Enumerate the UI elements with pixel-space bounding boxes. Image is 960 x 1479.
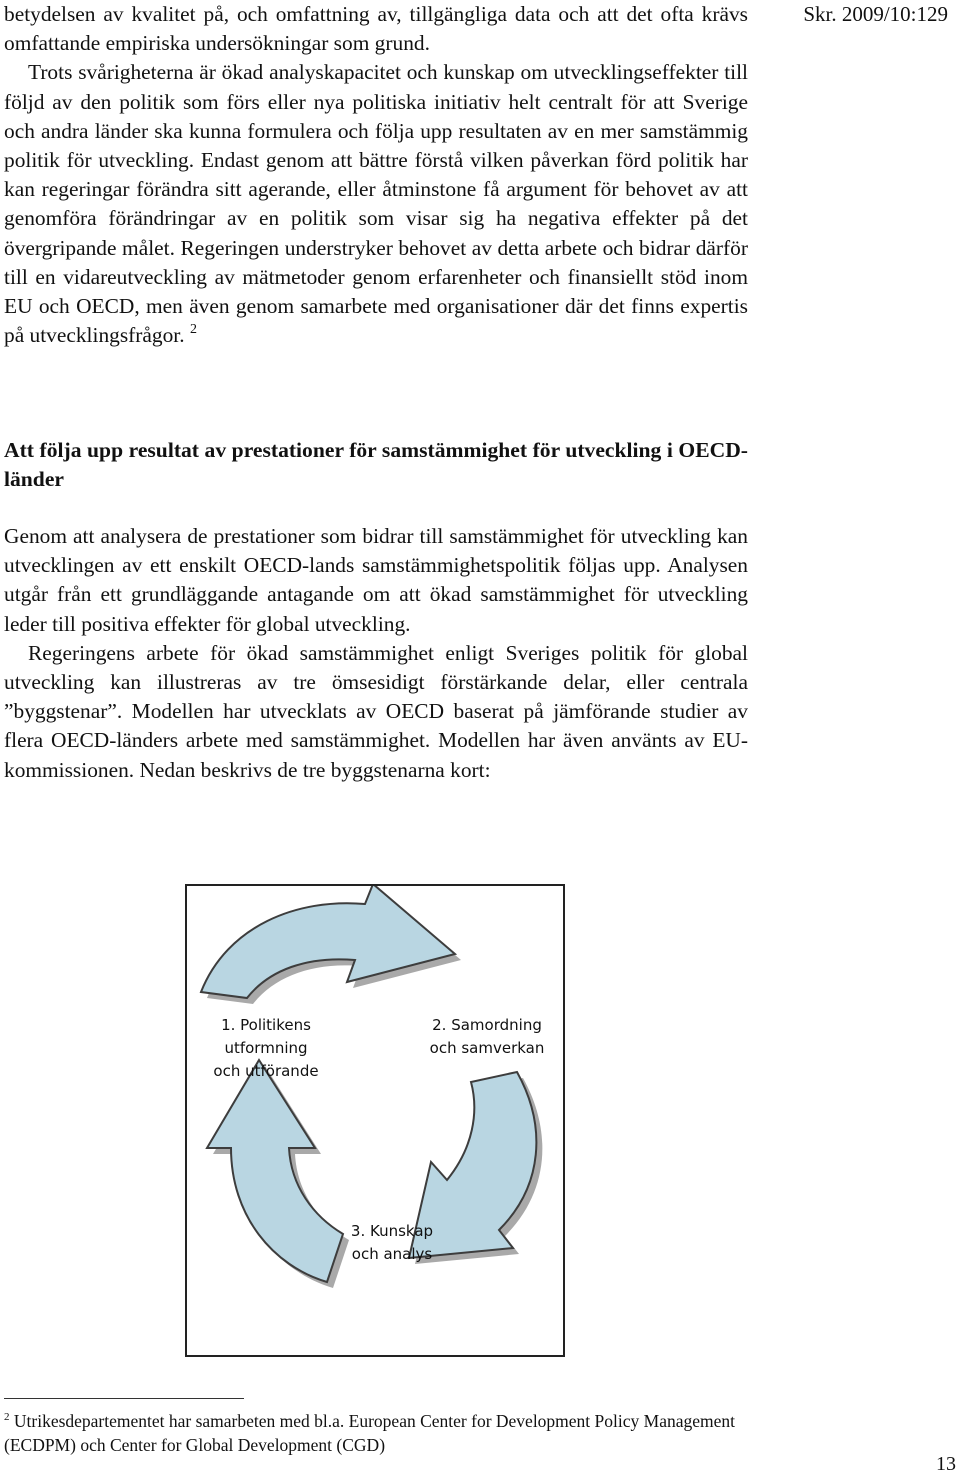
building-block-1-line-2: utformning [224,1039,308,1057]
building-block-1-line-1: 1. Politikens [221,1016,311,1034]
building-block-3-label [327,1220,457,1266]
building-block-2-line-1: 2. Samordning [432,1016,542,1034]
building-block-3-line-2: och analys [351,1245,433,1263]
footnote-reference[interactable]: 2 [189,322,197,338]
document-reference: Skr. 2009/10:129 [803,2,948,26]
building-block-1-label [201,1014,331,1083]
building-blocks-figure [185,884,565,1357]
building-block-1-line-3: och utförande [213,1062,319,1080]
section-body [4,522,748,785]
intro-paragraph-text: Trots svårigheterna är ökad analyskapacitet och kunskap om utvecklingseffekter till följd av den politik som förs eller nya politiska initiativ helt centralt för att Sverige och andra länder ska kunna formulera och följa upp resultaten av en mer samstämmig politik för utveckling. Endast genom att bättre förstå vilken påverkan förd politik har kan regeringar förändra sitt agerande, eller åtminstone få argument för behovet av att genomföra förändringar av en politik som visar sig ha negativa effekter på det övergripande målet. Regeringen understryker behovet av detta arbete och bidrar därför till en vidareutveckling av mätmetoder genom erfarenheter och finansiellt stöd inom EU och OECD, men även genom samarbete med organisationer där det finns expertis på utvecklingsfrågor. [4,60,748,348]
building-block-2-label [419,1014,555,1060]
footnote [4,1405,764,1457]
section-paragraph-1: Genom att analysera de prestationer som bidrar till samstämmighet för utveckling kan utvecklingen av ett enskilt OECD-lands samstämmighetspolitik följas upp. Analysen utgår från ett grundläggande antagande om att ökad samstämmighet för utveckling leder till positiva effekter för global utveckling. [4,524,748,636]
intro-paragraph [4,58,748,350]
building-block-3-line-1: 3. Kunskap [350,1222,434,1240]
intro-text [4,0,748,350]
cycle-diagram [187,886,563,1355]
section-heading: Att följa upp resultat av prestationer för samstämmighet för utveckling i OECD-länder [4,438,748,491]
continuation-paragraph: betydelsen av kvalitet på, och omfattning av, tillgängliga data och att det ofta krävs omfattande empiriska undersökningar som grund. [4,2,748,56]
section-paragraph-2: Regeringens arbete för ökad samstämmighet enligt Sveriges politik för global utveckling kan illustreras av tre ömsesidigt förstärkande delar, eller centrala ”byggstenar”. Modellen har utvecklats av OECD baserat på jämförande studier av flera OECD-länders arbete med samstämmighet. Modellen har även använts av EU-kommissionen. Nedan beskrivs de tre byggstenarna kort: [4,640,748,782]
footnote-divider [4,1398,244,1399]
page-number: 13 [936,1453,956,1475]
building-block-2-line-2: och samverkan [429,1039,545,1057]
footnote-text: Utrikesdepartementet har samarbeten med bl.a. European Center for Development Policy Management (ECDPM) och Center for Global Development (CGD) [4,1410,735,1455]
footnote-number: 2 [4,1411,10,1423]
cycle-arrow-top [201,886,461,1004]
